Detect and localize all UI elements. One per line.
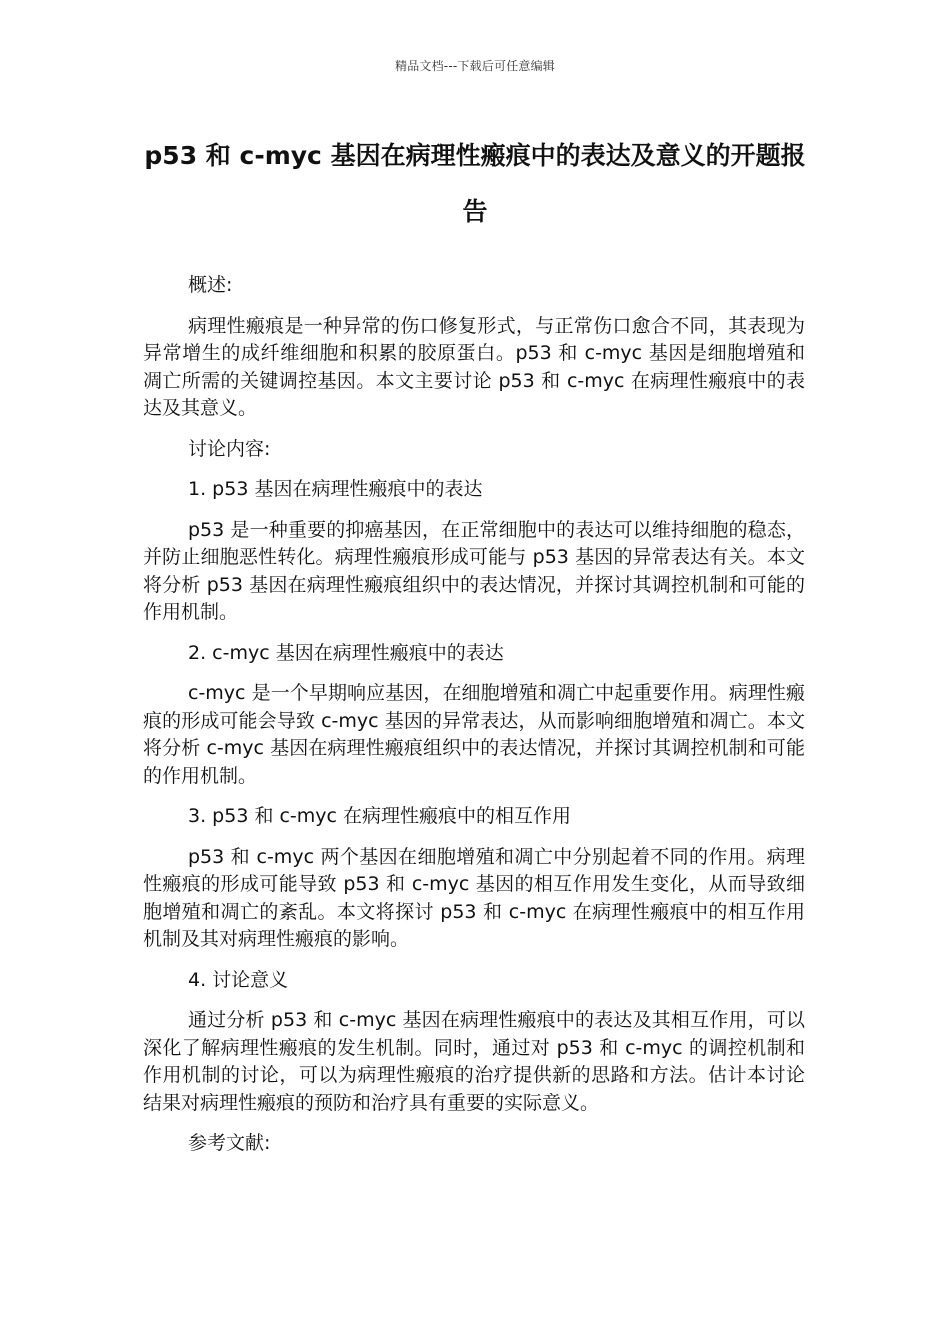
cmyc-paragraph: c-myc 是一个早期响应基因，在细胞增殖和凋亡中起重要作用。病理性瘢痕的形成可能会导致 c-myc 基因的异常表达，从而影响细胞增殖和凋亡。本文将分析 c-myc 基因在病理性瘢痕组织中的表达情况，并探讨其调控机制和可能的作用机制。 <box>143 682 805 787</box>
document-title: p53 和 c-myc 基因在病理性瘢痕中的表达及意义的开题报告 <box>144 141 806 226</box>
overview-paragraph: 病理性瘢痕是一种异常的伤口修复形式，与正常伤口愈合不同，其表现为异常增生的成纤维细胞和积累的胶原蛋白。p53 和 c-myc 基因是细胞增殖和凋亡所需的关键调控基因。本文主要讨论 p53 和 c-myc 在病理性瘢痕中的表达及其意义。 <box>143 314 805 419</box>
interaction-paragraph: p53 和 c-myc 两个基因在细胞增殖和凋亡中分别起着不同的作用。病理性瘢痕的形成可能导致 p53 和 c-myc 基因的相互作用发生变化，从而导致细胞增殖和凋亡的紊乱。本文将探讨 p53 和 c-myc 在病理性瘢痕中的相互作用机制及其对病理性瘢痕的影响。 <box>143 845 805 950</box>
document-body <box>143 272 805 1171</box>
heading-p53-expression: 1. p53 基因在病理性瘢痕中的表达 <box>188 478 483 500</box>
section-label-overview: 概述: <box>188 274 233 296</box>
significance-paragraph: 通过分析 p53 和 c-myc 基因在病理性瘢痕中的表达及其相互作用，可以深化了解病理性瘢痕的发生机制。同时，通过对 p53 和 c-myc 的调控机制和作用机制的讨论，可以为病理性瘢痕的治疗提供新的思路和方法。估计本讨论结果对病理性瘢痕的预防和治疗具有重要的实际意义。 <box>143 1009 805 1114</box>
p53-paragraph: p53 是一种重要的抑癌基因，在正常细胞中的表达可以维持细胞的稳态，并防止细胞恶性转化。病理性瘢痕形成可能与 p53 基因的异常表达有关。本文将分析 p53 基因在病理性瘢痕组织中的表达情况，并探讨其调控机制和可能的作用机制。 <box>143 518 805 623</box>
section-label-references: 参考文献: <box>188 1132 271 1154</box>
heading-significance: 4. 讨论意义 <box>188 968 289 991</box>
heading-interaction: 3. p53 和 c-myc 在病理性瘢痕中的相互作用 <box>188 805 572 827</box>
section-label-discussion: 讨论内容: <box>188 437 271 460</box>
heading-cmyc-expression: 2. c-myc 基因在病理性瘢痕中的表达 <box>188 641 504 664</box>
page-header-note: 精品文档---下载后可任意编辑 <box>395 59 555 73</box>
